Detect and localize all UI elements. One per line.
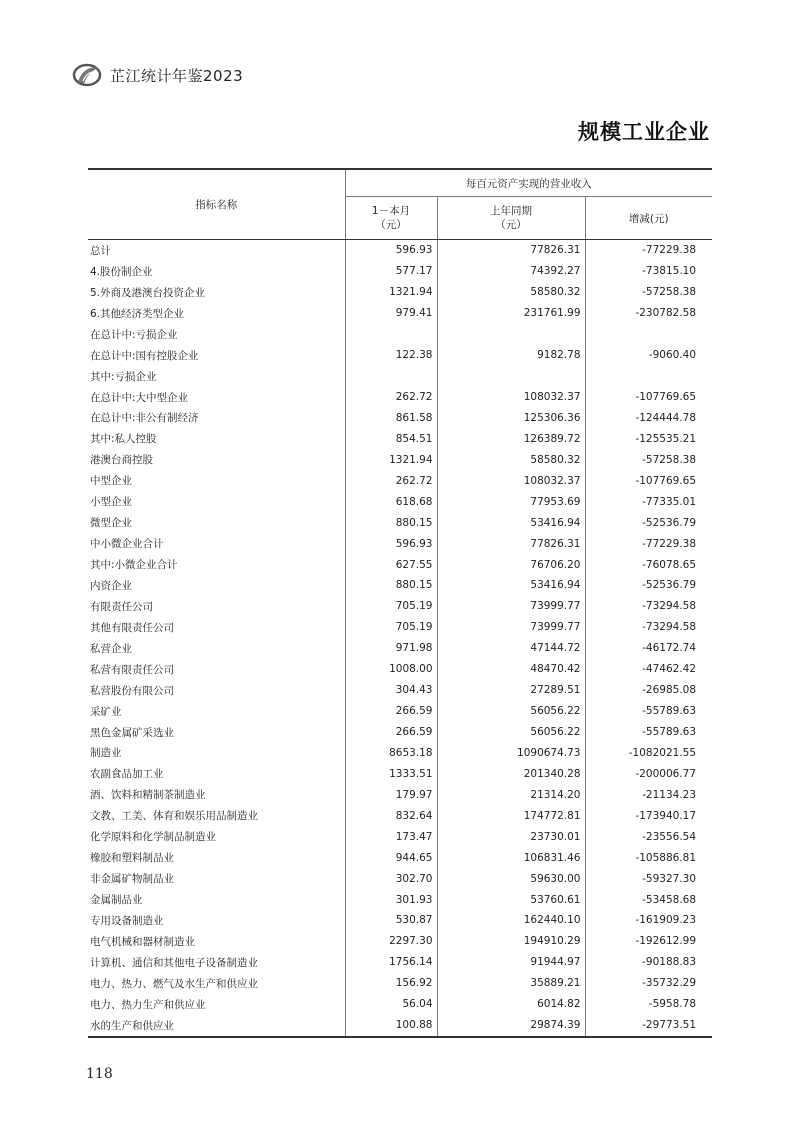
row-change-value: -55789.63 <box>642 726 697 739</box>
table-row <box>88 387 712 408</box>
row-previous-value: 58580.32 <box>437 282 585 303</box>
row-current-value: 705.19 <box>345 617 437 638</box>
row-current-value: 880.15 <box>345 512 437 533</box>
row-previous-value: 59630.00 <box>437 868 585 889</box>
row-change-value: -107769.65 <box>635 391 697 404</box>
row-change-value: -57258.38 <box>642 453 697 466</box>
row-change-value: -161909.23 <box>635 914 697 927</box>
row-change-value: -53458.68 <box>642 893 697 906</box>
row-name: 化学原料和化学制品制造业 <box>88 826 345 847</box>
row-change-value: -59327.30 <box>642 872 697 885</box>
row-current-value: 854.51 <box>345 428 437 449</box>
row-current-value: 266.59 <box>345 722 437 743</box>
table-row <box>88 261 712 282</box>
row-current-value: 173.47 <box>345 826 437 847</box>
row-previous-value: 1090674.73 <box>437 743 585 764</box>
table-row <box>88 680 712 701</box>
row-current-value: 1008.00 <box>345 659 437 680</box>
row-previous-value: 194910.29 <box>437 931 585 952</box>
col-header-previous <box>437 197 585 240</box>
row-current-value: 944.65 <box>345 847 437 868</box>
row-previous-value: 35889.21 <box>437 973 585 994</box>
row-current-value: 304.43 <box>345 680 437 701</box>
row-change-value: -77229.38 <box>642 244 697 257</box>
row-name: 内资企业 <box>88 575 345 596</box>
row-change-value: -46172.74 <box>642 642 697 655</box>
table-row <box>88 722 712 743</box>
row-previous-value: 56056.22 <box>437 701 585 722</box>
table-row <box>88 910 712 931</box>
row-previous-value: 27289.51 <box>437 680 585 701</box>
table-row <box>88 638 712 659</box>
row-change-value: -47462.42 <box>642 663 697 676</box>
row-previous-value: 73999.77 <box>437 617 585 638</box>
row-current-value: 122.38 <box>345 345 437 366</box>
row-current-value <box>345 366 437 387</box>
row-current-value: 1321.94 <box>345 282 437 303</box>
row-current-value: 530.87 <box>345 910 437 931</box>
page-header <box>72 60 243 90</box>
row-previous-value: 29874.39 <box>437 1015 585 1037</box>
table-row <box>88 512 712 533</box>
row-current-value: 262.72 <box>345 470 437 491</box>
table-row <box>88 282 712 303</box>
row-previous-value: 174772.81 <box>437 805 585 826</box>
row-current-value: 861.58 <box>345 408 437 429</box>
row-change-value: -90188.83 <box>642 956 697 969</box>
row-name: 在总计中:国有控股企业 <box>88 345 345 366</box>
row-name: 其他有限责任公司 <box>88 617 345 638</box>
table-row <box>88 617 712 638</box>
row-current-value: 156.92 <box>345 973 437 994</box>
row-name: 酒、饮料和精制茶制造业 <box>88 784 345 805</box>
row-change-value: -76078.65 <box>642 558 697 571</box>
row-previous-value: 108032.37 <box>437 387 585 408</box>
col-header-previous-line2: （元） <box>495 219 527 231</box>
row-name: 私营股份有限公司 <box>88 680 345 701</box>
yearbook-logo-icon <box>72 62 102 88</box>
row-change-value: -55789.63 <box>642 705 697 718</box>
row-previous-value: 9182.78 <box>437 345 585 366</box>
table-row <box>88 952 712 973</box>
row-change-value: -73294.58 <box>642 621 697 634</box>
row-current-value: 179.97 <box>345 784 437 805</box>
row-previous-value: 76706.20 <box>437 554 585 575</box>
row-name: 农副食品加工业 <box>88 763 345 784</box>
row-current-value: 56.04 <box>345 994 437 1015</box>
table-row <box>88 868 712 889</box>
row-name: 6.其他经济类型企业 <box>88 303 345 324</box>
table-row <box>88 743 712 764</box>
row-current-value: 2297.30 <box>345 931 437 952</box>
col-group-header: 每百元资产实现的营业收入 <box>345 169 712 197</box>
row-previous-value: 108032.37 <box>437 470 585 491</box>
row-previous-value: 56056.22 <box>437 722 585 743</box>
col-header-current-line2: （元） <box>375 219 407 231</box>
row-previous-value: 231761.99 <box>437 303 585 324</box>
table-row <box>88 449 712 470</box>
row-name: 计算机、通信和其他电子设备制造业 <box>88 952 345 973</box>
row-current-value: 979.41 <box>345 303 437 324</box>
row-current-value: 971.98 <box>345 638 437 659</box>
row-change-value: -52536.79 <box>642 516 697 529</box>
row-name: 在总计中:亏损企业 <box>88 324 345 345</box>
statistics-table <box>88 168 712 1038</box>
table-row <box>88 345 712 366</box>
col-header-current-line1: 1－本月 <box>371 205 411 217</box>
row-current-value: 832.64 <box>345 805 437 826</box>
table-row <box>88 805 712 826</box>
row-current-value: 618.68 <box>345 491 437 512</box>
row-name: 水的生产和供应业 <box>88 1015 345 1037</box>
row-change-value: -77335.01 <box>642 495 697 508</box>
row-name: 港澳台商控股 <box>88 449 345 470</box>
row-name: 制造业 <box>88 743 345 764</box>
row-change-value: -57258.38 <box>642 286 697 299</box>
row-change-value: -35732.29 <box>642 977 697 990</box>
row-change-value: -125535.21 <box>635 432 697 445</box>
row-current-value: 301.93 <box>345 889 437 910</box>
table-row <box>88 303 712 324</box>
table-row <box>88 366 712 387</box>
row-name: 专用设备制造业 <box>88 910 345 931</box>
table-body <box>88 240 712 1037</box>
row-change-value <box>585 366 712 387</box>
row-name: 4.股份制企业 <box>88 261 345 282</box>
row-current-value <box>345 324 437 345</box>
row-current-value: 627.55 <box>345 554 437 575</box>
table-row <box>88 491 712 512</box>
table-row <box>88 470 712 491</box>
row-name: 其中:亏损企业 <box>88 366 345 387</box>
row-previous-value: 47144.72 <box>437 638 585 659</box>
table-row <box>88 826 712 847</box>
row-name: 文教、工美、体育和娱乐用品制造业 <box>88 805 345 826</box>
row-name: 非金属矿物制品业 <box>88 868 345 889</box>
row-change-value: -23556.54 <box>642 830 697 843</box>
row-previous-value: 58580.32 <box>437 449 585 470</box>
row-name: 中小微企业合计 <box>88 533 345 554</box>
row-change-value: -77229.38 <box>642 537 697 550</box>
row-name: 金属制品业 <box>88 889 345 910</box>
row-previous-value: 21314.20 <box>437 784 585 805</box>
yearbook-title: 芷江统计年鉴2023 <box>110 66 244 85</box>
page-number: 118 <box>86 1066 113 1082</box>
row-name: 在总计中:非公有制经济 <box>88 408 345 429</box>
row-previous-value: 53416.94 <box>437 512 585 533</box>
row-previous-value: 48470.42 <box>437 659 585 680</box>
row-name: 中型企业 <box>88 470 345 491</box>
row-current-value: 880.15 <box>345 575 437 596</box>
row-change-value: -26985.08 <box>642 684 697 697</box>
table-row <box>88 973 712 994</box>
table-row <box>88 763 712 784</box>
row-previous-value <box>437 366 585 387</box>
row-name: 橡胶和塑料制品业 <box>88 847 345 868</box>
row-name: 有限责任公司 <box>88 596 345 617</box>
row-previous-value: 73999.77 <box>437 596 585 617</box>
row-previous-value: 162440.10 <box>437 910 585 931</box>
row-name: 其中:小微企业合计 <box>88 554 345 575</box>
row-current-value: 8653.18 <box>345 743 437 764</box>
row-name: 总计 <box>88 240 345 261</box>
row-previous-value: 23730.01 <box>437 826 585 847</box>
row-change-value: -29773.51 <box>585 1015 712 1037</box>
row-change-value <box>585 324 712 345</box>
row-previous-value: 106831.46 <box>437 847 585 868</box>
row-current-value: 596.93 <box>345 533 437 554</box>
row-previous-value: 77826.31 <box>437 533 585 554</box>
col-header-name: 指标名称 <box>88 169 345 240</box>
row-previous-value: 125306.36 <box>437 408 585 429</box>
row-change-value: -1082021.55 <box>628 746 697 759</box>
table-row <box>88 408 712 429</box>
table-row <box>88 889 712 910</box>
row-previous-value: 77826.31 <box>437 240 585 261</box>
table-row <box>88 596 712 617</box>
table-row <box>88 931 712 952</box>
col-header-current <box>345 197 437 240</box>
table-row <box>88 428 712 449</box>
row-previous-value: 77953.69 <box>437 491 585 512</box>
table-row <box>88 324 712 345</box>
row-change-value: -5958.78 <box>648 998 697 1011</box>
table-row <box>88 701 712 722</box>
table-row <box>88 575 712 596</box>
row-name: 小型企业 <box>88 491 345 512</box>
table-row <box>88 994 712 1015</box>
col-header-change: 增减(元) <box>585 197 712 240</box>
row-previous-value: 91944.97 <box>437 952 585 973</box>
row-name: 电力、热力生产和供应业 <box>88 994 345 1015</box>
table-row <box>88 784 712 805</box>
row-current-value: 266.59 <box>345 701 437 722</box>
row-change-value: -107769.65 <box>635 474 697 487</box>
row-change-value: -52536.79 <box>642 579 697 592</box>
section-title: 规模工业企业 <box>578 120 710 144</box>
row-previous-value: 74392.27 <box>437 261 585 282</box>
table-row <box>88 533 712 554</box>
row-previous-value <box>437 324 585 345</box>
row-change-value: -105886.81 <box>635 851 697 864</box>
table-row <box>88 554 712 575</box>
row-name: 黑色金属矿采选业 <box>88 722 345 743</box>
row-change-value: -200006.77 <box>635 767 697 780</box>
row-previous-value: 53760.61 <box>437 889 585 910</box>
row-change-value: -124444.78 <box>635 411 697 424</box>
table-row <box>88 240 712 261</box>
row-name: 在总计中:大中型企业 <box>88 387 345 408</box>
row-change-value: -9060.40 <box>648 349 697 362</box>
row-change-value: -192612.99 <box>635 935 697 948</box>
row-current-value: 1321.94 <box>345 449 437 470</box>
row-change-value: -21134.23 <box>642 788 697 801</box>
row-current-value: 596.93 <box>345 240 437 261</box>
row-current-value: 1756.14 <box>345 952 437 973</box>
row-current-value: 705.19 <box>345 596 437 617</box>
row-previous-value: 201340.28 <box>437 763 585 784</box>
row-current-value: 577.17 <box>345 261 437 282</box>
table-row <box>88 847 712 868</box>
row-name: 其中:私人控股 <box>88 428 345 449</box>
row-previous-value: 6014.82 <box>437 994 585 1015</box>
row-name: 采矿业 <box>88 701 345 722</box>
row-name: 5.外商及港澳台投资企业 <box>88 282 345 303</box>
col-header-previous-line1: 上年同期 <box>490 205 532 217</box>
table-row <box>88 1015 712 1037</box>
table-row <box>88 659 712 680</box>
row-name: 电气机械和器材制造业 <box>88 931 345 952</box>
row-current-value: 1333.51 <box>345 763 437 784</box>
row-previous-value: 126389.72 <box>437 428 585 449</box>
row-name: 电力、热力、燃气及水生产和供应业 <box>88 973 345 994</box>
row-current-value: 262.72 <box>345 387 437 408</box>
row-name: 私营有限责任公司 <box>88 659 345 680</box>
row-name: 微型企业 <box>88 512 345 533</box>
row-change-value: -230782.58 <box>635 307 697 320</box>
row-current-value: 302.70 <box>345 868 437 889</box>
row-name: 私营企业 <box>88 638 345 659</box>
row-change-value: -73815.10 <box>642 265 697 278</box>
row-current-value: 100.88 <box>345 1015 437 1037</box>
row-change-value: -173940.17 <box>635 809 697 822</box>
row-change-value: -73294.58 <box>642 600 697 613</box>
row-previous-value: 53416.94 <box>437 575 585 596</box>
